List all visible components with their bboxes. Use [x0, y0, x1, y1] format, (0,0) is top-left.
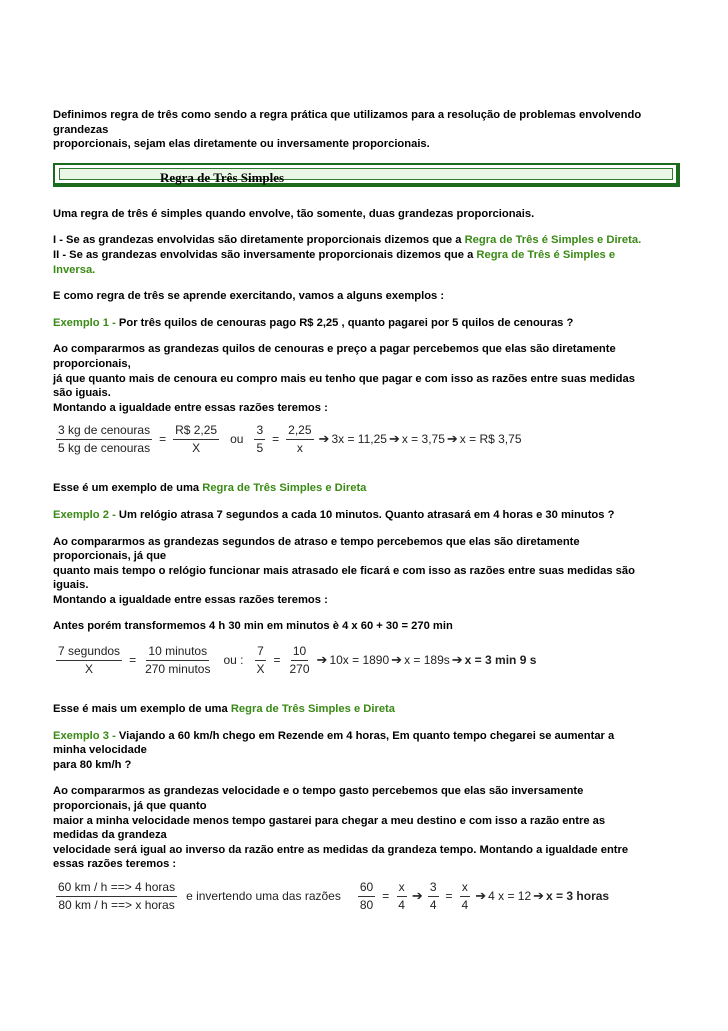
- step: x = 3 horas: [546, 888, 610, 903]
- ex1-explain-1: Ao compararmos as grandezas quilos de cenouras e preço a pagar percebemos que elas são diretamente: [53, 343, 616, 356]
- equals: =: [445, 888, 453, 903]
- ex1-explain-3: já que quanto mais de cenoura eu compro mais eu tenho que pagar e com isso as razões entre suas medidas: [53, 372, 635, 385]
- example-3-text: Viajando a 60 km/h chego em Rezende em 4 horas, Em quanto tempo chegarei se aumentar a: [118, 729, 615, 742]
- arrow-right-icon: ➔: [388, 431, 400, 447]
- ex3-question-3: para 80 km/h ?: [53, 758, 132, 771]
- rule-1-highlight: Regra de Três é Simples e Direta.: [464, 234, 642, 247]
- fraction: $\frac{R\$ 2,25}{X}$: [175, 423, 218, 455]
- rule-2: [53, 248, 693, 263]
- example-3-question: [53, 729, 693, 744]
- ex1-explain-4: são iguais.: [53, 387, 111, 400]
- step: x = 3,75: [401, 432, 445, 447]
- fraction: $\frac{3}{5}$: [256, 423, 264, 455]
- definition: Uma regra de três é simples quando envolve, tão somente, duas grandezas proporcionais.: [53, 207, 535, 220]
- ex2-explain-1: Ao compararmos as grandezas segundos de atraso e tempo percebemos que elas são diretamente: [53, 535, 580, 548]
- ex1-conclusion-highlight: Regra de Três Simples e Direta: [202, 482, 367, 495]
- example-3-formula: [53, 876, 693, 916]
- document-body: [53, 108, 693, 916]
- example-2-question: [53, 508, 693, 523]
- ex3-explain-3: maior a minha velocidade menos tempo gastarei para chegar a meu destino e com isso a razão entre as: [53, 814, 606, 827]
- equals: =: [272, 432, 280, 447]
- fraction: $\frac{7}{X}$: [256, 643, 265, 676]
- ex2-explain-3: quanto mais tempo o relógio funcionar mais atrasado ele ficará e com isso as razões entre suas medidas são: [53, 564, 635, 577]
- arrow-right-icon: ➔: [451, 651, 463, 667]
- ex1-explain-2: proporcionais,: [53, 357, 131, 370]
- arrow-right-icon: ➔: [475, 887, 487, 903]
- fraction: $\frac{x}{4}$: [461, 879, 469, 912]
- arrow-right-icon: ➔: [318, 431, 330, 447]
- step: 3x = 11,25: [331, 432, 387, 447]
- or-text: ou: [230, 432, 244, 447]
- ex1-conclusion-text: Esse é um exemplo de uma: [53, 482, 203, 495]
- ex2-explain-4: iguais.: [53, 579, 89, 592]
- ex3-explain-6: essas razões teremos :: [53, 858, 177, 871]
- example-1-formula: [53, 419, 693, 459]
- rule-1: [53, 233, 693, 248]
- rule-2-text: II - Se as grandezas envolvidas são inversamente proporcionais dizemos que a: [53, 248, 477, 261]
- example-1-question: [53, 316, 693, 331]
- example-1-label: Exemplo 1 -: [53, 316, 119, 329]
- fraction: $\frac{\text{60 km / h ==> 4 horas}}{\text{80 km / h ==> x horas}}$: [58, 879, 176, 912]
- arrow-right-icon: ➔: [391, 651, 403, 667]
- fraction: $\frac{3}{4}$: [429, 879, 437, 912]
- fraction: $\frac{\text{3 kg de cenouras}}{\text{5 kg de cenouras}}$: [58, 423, 151, 455]
- ex1-conclusion: [53, 481, 693, 496]
- step: 4 x = 12: [488, 888, 532, 903]
- ex3-explain-1: Ao compararmos as grandezas velocidade e o tempo gasto percebemos que elas são inversamente: [53, 785, 584, 798]
- equals: =: [159, 432, 167, 447]
- equals: =: [129, 652, 137, 667]
- fraction: $\frac{10}{270}$: [289, 643, 310, 676]
- example-1-text: Por três quilos de cenouras pago R$ 2,25 , quanto pagarei por 5 quilos de cenouras ?: [118, 316, 574, 329]
- ex2-conclusion-highlight: Regra de Três Simples e Direta: [230, 703, 396, 716]
- example-2-text: Um relógio atrasa 7 segundos a cada 10 minutos. Quanto atrasará em 4 horas e 30 minutos ?: [118, 508, 615, 521]
- ex3-explain-4: medidas da grandeza: [53, 829, 167, 842]
- ex3-question-2: minha velocidade: [53, 744, 147, 757]
- example-2-label: Exemplo 2 -: [53, 508, 119, 521]
- intro-line-2: grandezas: [53, 123, 109, 136]
- or-text: ou :: [223, 652, 244, 667]
- inversion-text: e invertendo uma das razões: [186, 888, 341, 903]
- ex1-explain-5: Montando a igualdade entre essas razões teremos :: [53, 401, 328, 414]
- intro-line-1: Definimos regra de três como sendo a regra prática que utilizamos para a resolução de problemas envolvendo: [53, 109, 642, 121]
- ex3-explain-5: velocidade será igual ao inverso da razão entre as medidas da grandeza tempo. Montando a igualdade entre: [53, 843, 629, 856]
- section-title: Regra de Três Simples: [160, 169, 285, 185]
- ex2-explain-2: proporcionais, já que: [53, 550, 167, 563]
- rule-2-highlight: Regra de Três é Simples e: [476, 248, 616, 261]
- intro-line-3: proporcionais, sejam elas diretamente ou inversamente proporcionais.: [53, 138, 430, 151]
- ex2-explain-6: Antes porém transformemos 4 h 30 min em minutos è 4 x 60 + 30 = 270 min: [53, 620, 453, 633]
- ex2-conclusion-text: Esse é mais um exemplo de uma: [53, 703, 231, 716]
- ex2-explain-5: Montando a igualdade entre essas razões teremos :: [53, 593, 328, 606]
- equals: =: [382, 888, 390, 903]
- section-title-box: [53, 163, 680, 187]
- arrow-right-icon: ➔: [411, 887, 423, 903]
- equals: =: [273, 652, 281, 667]
- step: x = 189s: [404, 652, 450, 667]
- rule-2-highlight-cont: Inversa.: [53, 263, 96, 276]
- step: x = 3 min 9 s: [464, 652, 537, 667]
- fraction: $\frac{x}{4}$: [398, 879, 405, 912]
- rule-1-text: I - Se as grandezas envolvidas são diretamente proporcionais dizemos que a: [53, 234, 465, 247]
- example-2-formula: [53, 640, 693, 680]
- arrow-right-icon: ➔: [446, 431, 458, 447]
- arrow-right-icon: ➔: [316, 651, 328, 667]
- ex2-conclusion: [53, 702, 693, 717]
- fraction: $\frac{2,25}{x}$: [288, 423, 312, 455]
- fraction: $\frac{\text{10 minutos}}{\text{270 minutos}}$: [145, 643, 211, 676]
- arrow-right-icon: ➔: [533, 887, 545, 903]
- section-title-inner: [59, 168, 673, 185]
- lead-in: E como regra de três se aprende exercitando, vamos a alguns exemplos :: [53, 290, 445, 303]
- step: 10x = 1890: [329, 652, 390, 667]
- fraction: $\frac{60}{80}$: [359, 879, 374, 912]
- example-3-label: Exemplo 3 -: [53, 729, 119, 742]
- fraction: $\frac{\text{7 segundos}}{X}$: [58, 643, 121, 676]
- ex3-explain-2: proporcionais, já que quanto: [53, 800, 207, 813]
- step: x = R$ 3,75: [459, 432, 522, 447]
